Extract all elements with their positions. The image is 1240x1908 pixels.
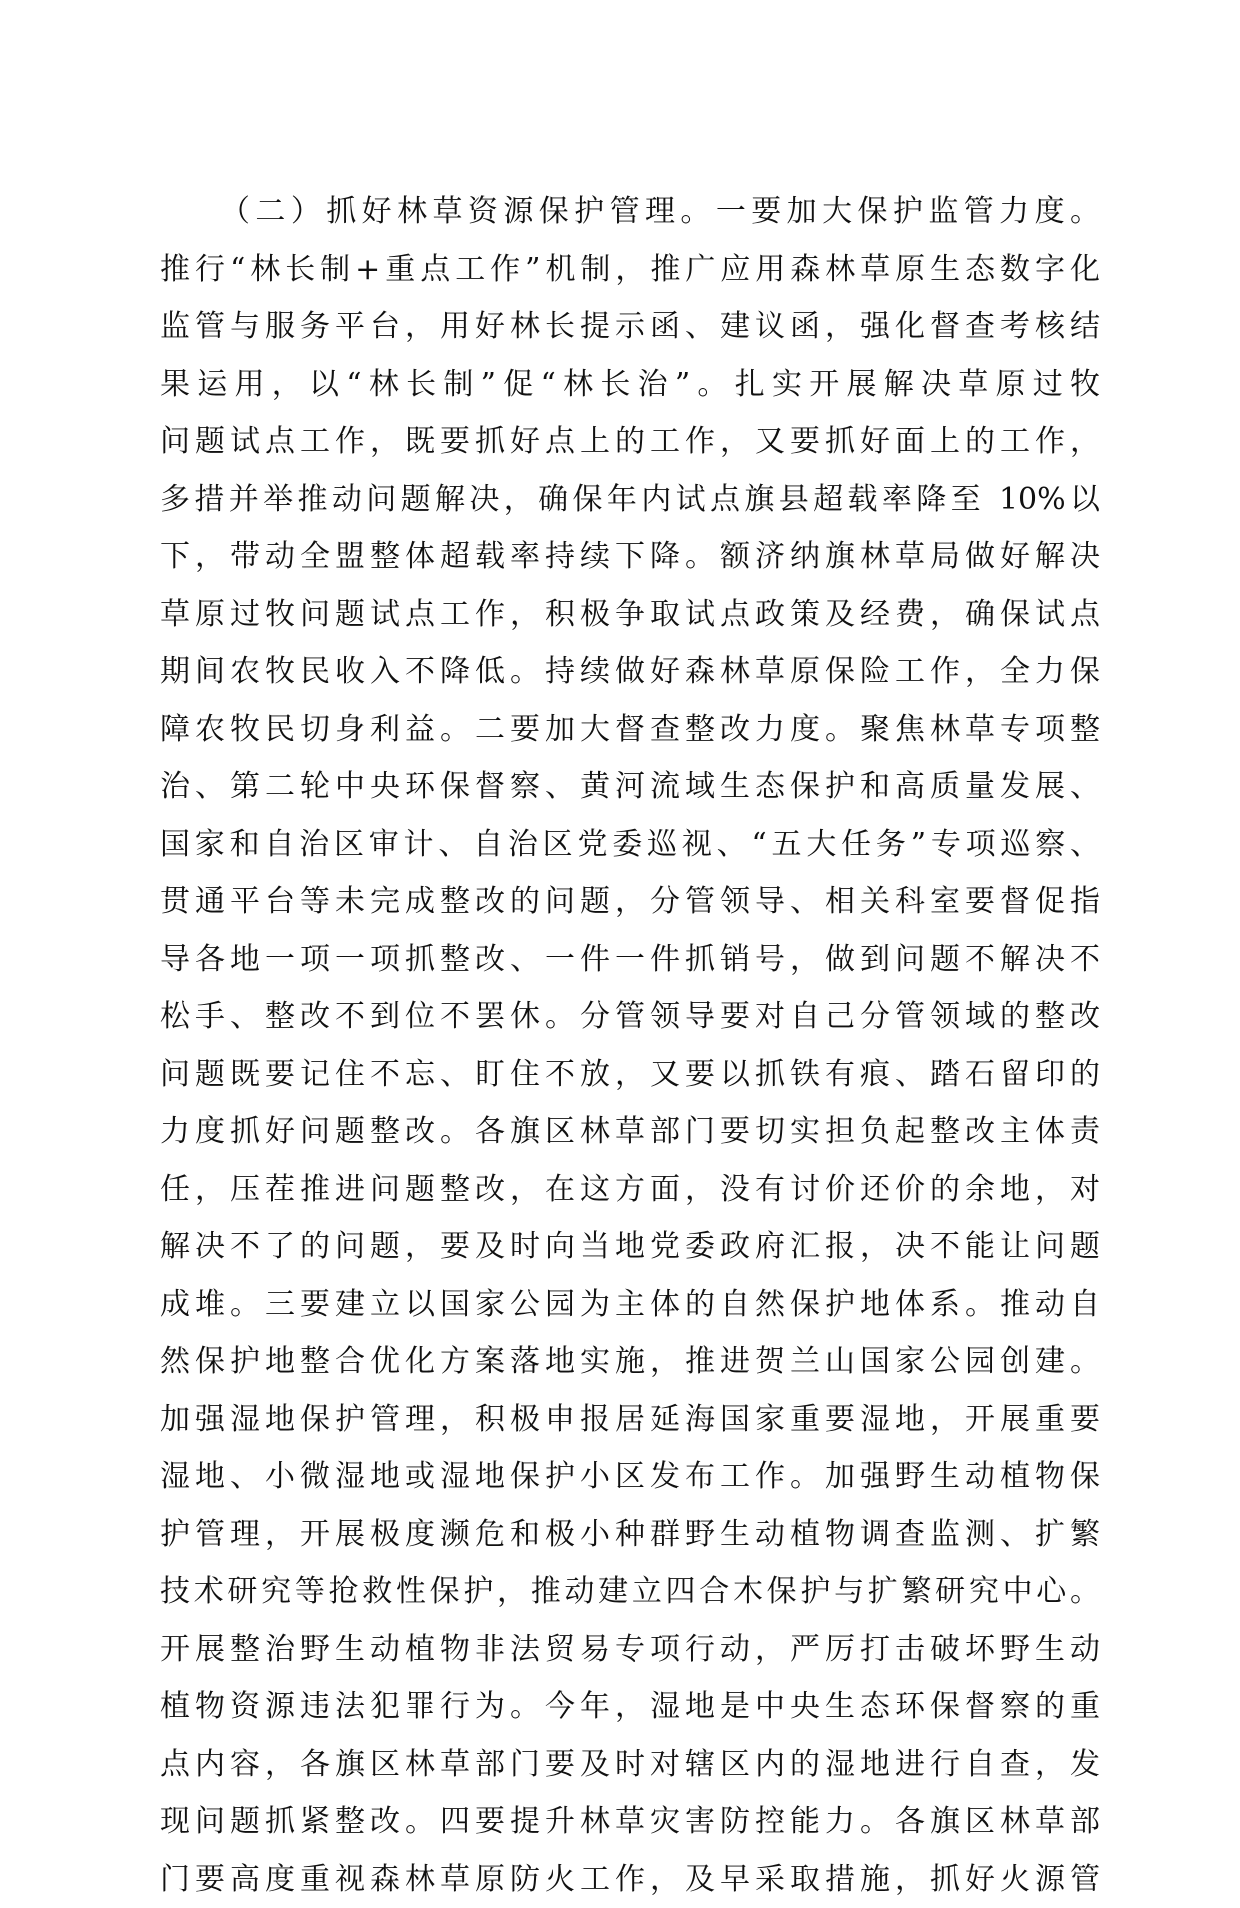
paragraph-line: 湿地、小微湿地或湿地保护小区发布工作。加强野生动植物保 bbox=[160, 1448, 1100, 1506]
paragraph-line: 国家和自治区审计、自治区党委巡视、“五大任务”专项巡察、 bbox=[160, 816, 1100, 874]
paragraph-line: 力度抓好问题整改。各旗区林草部门要切实担负起整改主体责 bbox=[160, 1103, 1100, 1161]
paragraph-line: 松手、整改不到位不罢休。分管领导要对自己分管领域的整改 bbox=[160, 988, 1100, 1046]
paragraph-line: 期间农牧民收入不降低。持续做好森林草原保险工作，全力保 bbox=[160, 643, 1100, 701]
paragraph-line: （二）抓好林草资源保护管理。一要加大保护监管力度。 bbox=[160, 183, 1100, 241]
paragraph-line: 加强湿地保护管理，积极申报居延海国家重要湿地，开展重要 bbox=[160, 1391, 1100, 1449]
paragraph-line: 护管理，开展极度濒危和极小种群野生动植物调查监测、扩繁 bbox=[160, 1506, 1100, 1564]
paragraph-line: 解决不了的问题，要及时向当地党委政府汇报，决不能让问题 bbox=[160, 1218, 1100, 1276]
paragraph-line: 多措并举推动问题解决，确保年内试点旗县超载率降至 10%以 bbox=[160, 471, 1100, 529]
paragraph-line: 推行“林长制+重点工作”机制，推广应用森林草原生态数字化 bbox=[160, 241, 1100, 299]
paragraph-line: 障农牧民切身利益。二要加大督查整改力度。聚焦林草专项整 bbox=[160, 701, 1100, 759]
paragraph-line: 门要高度重视森林草原防火工作，及早采取措施，抓好火源管 bbox=[160, 1851, 1100, 1908]
paragraph-line: 下，带动全盟整体超载率持续下降。额济纳旗林草局做好解决 bbox=[160, 528, 1100, 586]
paragraph-line: 问题试点工作，既要抓好点上的工作，又要抓好面上的工作， bbox=[160, 413, 1100, 471]
paragraph-line: 成堆。三要建立以国家公园为主体的自然保护地体系。推动自 bbox=[160, 1276, 1100, 1334]
paragraph-line: 植物资源违法犯罪行为。今年，湿地是中央生态环保督察的重 bbox=[160, 1678, 1100, 1736]
paragraph-line: 点内容，各旗区林草部门要及时对辖区内的湿地进行自查，发 bbox=[160, 1736, 1100, 1794]
paragraph-line: 问题既要记住不忘、盯住不放，又要以抓铁有痕、踏石留印的 bbox=[160, 1046, 1100, 1104]
paragraph-line: 现问题抓紧整改。四要提升林草灾害防控能力。各旗区林草部 bbox=[160, 1793, 1100, 1851]
paragraph-line: 果运用，以“林长制”促“林长治”。扎实开展解决草原过牧 bbox=[160, 356, 1100, 414]
paragraph-line: 治、第二轮中央环保督察、黄河流域生态保护和高质量发展、 bbox=[160, 758, 1100, 816]
paragraph-line: 开展整治野生动植物非法贸易专项行动，严厉打击破坏野生动 bbox=[160, 1621, 1100, 1679]
paragraph-line: 草原过牧问题试点工作，积极争取试点政策及经费，确保试点 bbox=[160, 586, 1100, 644]
paragraph-line: 导各地一项一项抓整改、一件一件抓销号，做到问题不解决不 bbox=[160, 931, 1100, 989]
paragraph-line: 监管与服务平台，用好林长提示函、建议函，强化督查考核结 bbox=[160, 298, 1100, 356]
paragraph-line: 技术研究等抢救性保护，推动建立四合木保护与扩繁研究中心。 bbox=[160, 1563, 1100, 1621]
paragraph-line: 贯通平台等未完成整改的问题，分管领导、相关科室要督促指 bbox=[160, 873, 1100, 931]
paragraph-line: 然保护地整合优化方案落地实施，推进贺兰山国家公园创建。 bbox=[160, 1333, 1100, 1391]
body-paragraph bbox=[160, 183, 1100, 1908]
paragraph-line: 任，压茬推进问题整改，在这方面，没有讨价还价的余地，对 bbox=[160, 1161, 1100, 1219]
